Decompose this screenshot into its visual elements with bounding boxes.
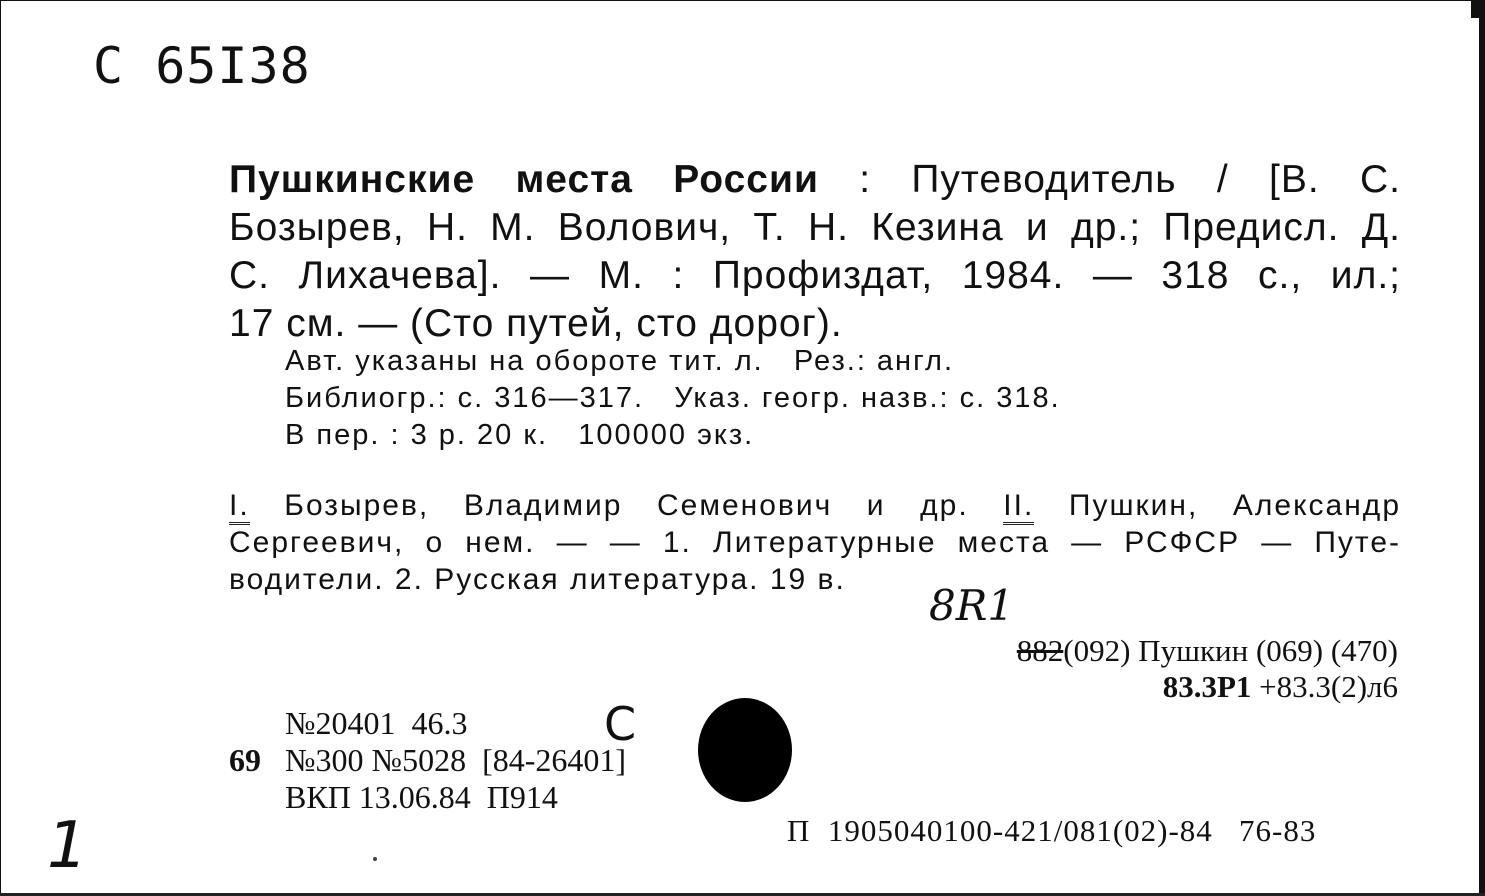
udc-line: [1017, 633, 1398, 669]
note-line: Авт. указаны на обороте тит. л. Рез.: англ.: [285, 345, 954, 377]
description-line-1: [229, 156, 1401, 204]
code-line-3: ВКП 13.06.84 П914: [285, 779, 558, 815]
code-line-1: №20401 46.3: [285, 705, 468, 741]
tracing-line-1: [229, 487, 1401, 524]
bibliographic-description: [229, 156, 1401, 348]
notes-block: [285, 343, 1061, 454]
code-prefix: 69: [229, 742, 261, 778]
description-line-4: 17 см. — (Сто путей, сто дорог).: [229, 302, 843, 345]
note-line: В пер. : 3 р. 20 к. 100000 экз.: [285, 419, 755, 451]
handwritten-number: 1: [47, 809, 88, 883]
ink-dot: [373, 857, 377, 861]
call-number: С 65I38: [93, 37, 311, 95]
handwritten-classification: 8R1: [929, 581, 1015, 630]
punch-hole: [698, 698, 792, 802]
bbk-code: 83.3Р1: [1162, 669, 1252, 704]
tracing-author: Бозырев, Владимир Семенович и др.: [249, 489, 1004, 522]
tracings-block: [229, 487, 1401, 598]
code-line-2: 69 №300 №5028 [84-26401]: [229, 742, 647, 779]
card-edge: [1479, 0, 1485, 896]
card-corner: [1471, 0, 1485, 18]
tracing-subject-start: Пушкин, Александр: [1034, 489, 1401, 522]
tracing-line-3: водители. 2. Русская литература. 19 в.: [229, 563, 846, 596]
tracing-line-2: Сергеевич, о нем. — — 1. Литературные места — РСФСР — Путе-: [229, 526, 1401, 559]
bbk-rest: +83.3(2)л6: [1251, 669, 1398, 704]
handwritten-letter: С: [604, 697, 637, 751]
description-line-3: С. Лихачева]. — М. : Профиздат, 1984. — 318 с., ил.;: [229, 254, 1401, 297]
tracing-number-2: II.: [1003, 489, 1034, 525]
publication-codes: [229, 705, 647, 816]
struck-udc: 882: [1016, 633, 1064, 668]
book-title: Пушкинские места России: [229, 158, 819, 201]
note-line: Библиогр.: с. 316—317. Указ. геогр. назв.: с. 318.: [285, 382, 1061, 414]
udc-rest: (092) Пушкин (069) (470): [1063, 633, 1398, 668]
tracing-number-1: I.: [229, 489, 250, 525]
description-line-2: Бозырев, Н. М. Волович, Т. Н. Кезина и др.; Предисл. Д.: [229, 206, 1401, 249]
description-line-1-rest: : Путеводитель / [В. С.: [818, 158, 1401, 201]
bbk-line: [1017, 669, 1398, 705]
publisher-index: П 1905040100-421/081(02)-84 76-83: [787, 813, 1317, 848]
classification-indexes: [1017, 633, 1398, 705]
